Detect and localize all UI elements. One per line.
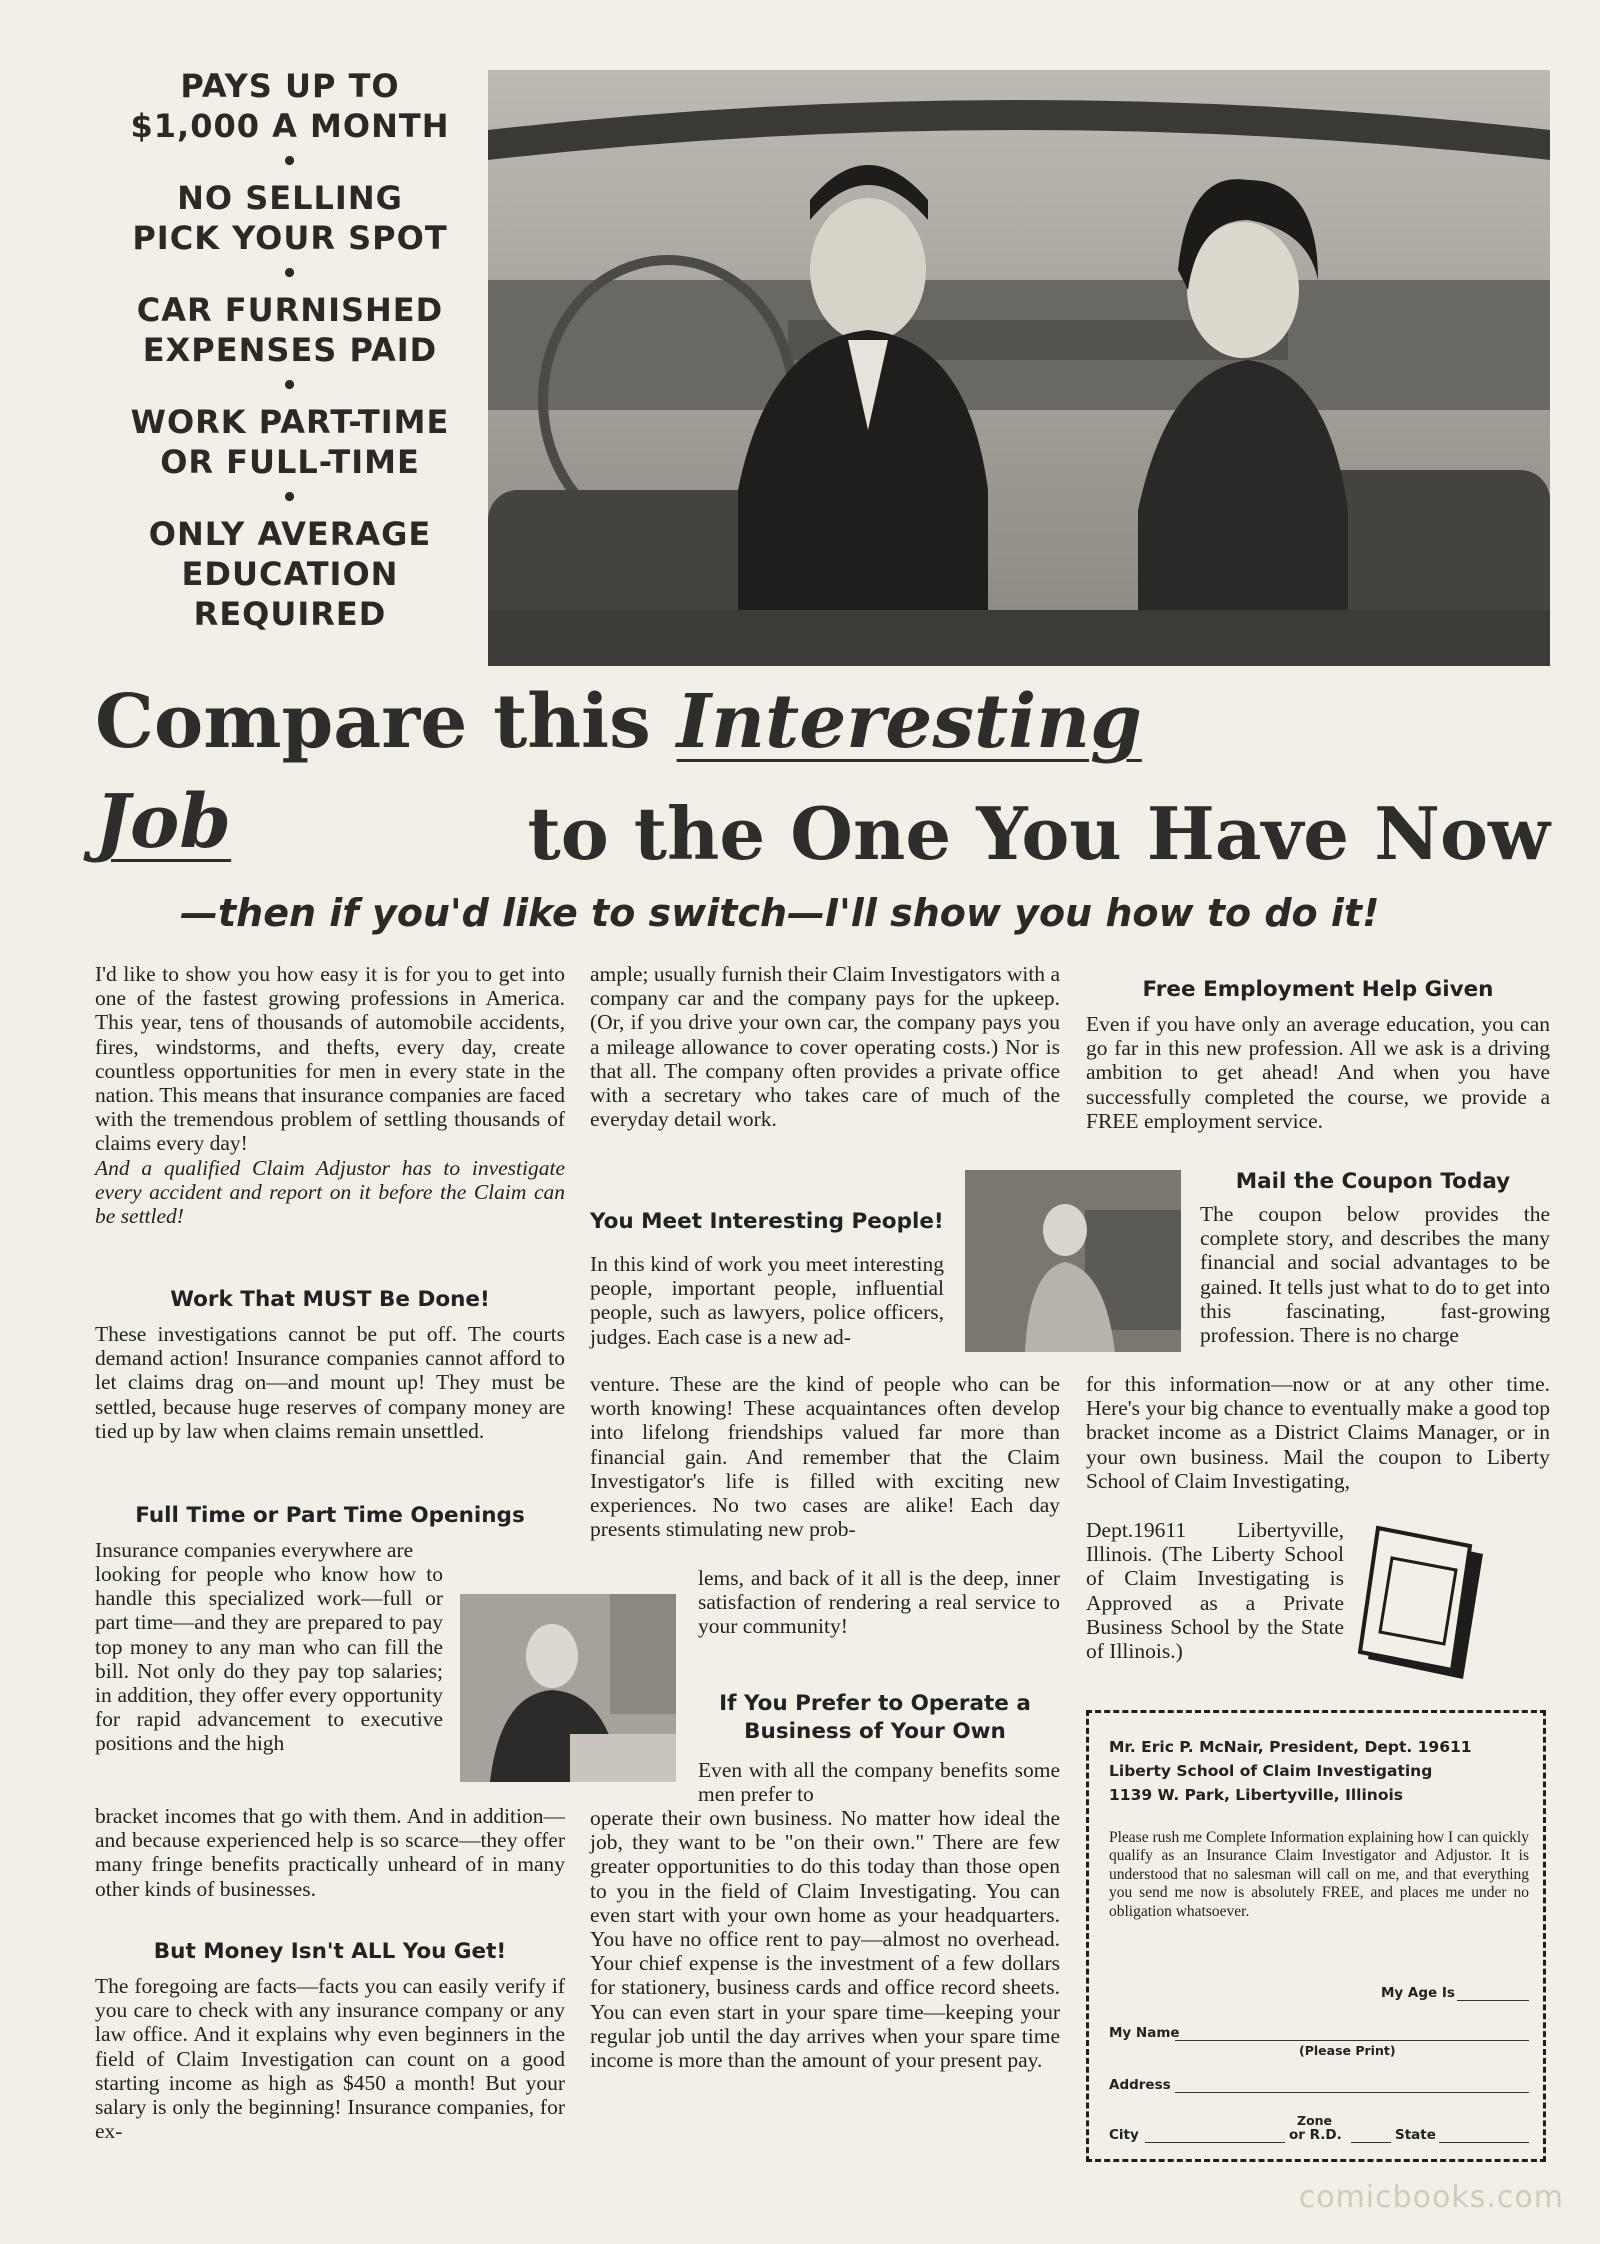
bullet-dot: • — [281, 371, 299, 401]
col3-paragraph-1: Even if you have only an average education, you can go far in this new profession. All we ask is a driving ambition to get ahead! And when you have successfully completed the course, we provide a FREE employment service. — [1086, 1012, 1550, 1133]
col1-paragraph-3b: looking for people who know how to handle this specialized work—full or part time—and they are prepared to pay top money to any man who can fill the bill. Not only do they pay top salaries; in addition, they offer every opportunity for rapid advancement to executive positions and the high — [95, 1562, 443, 1756]
please-print-label: (Please Print) — [1299, 2043, 1396, 2058]
booklet-illustration — [1358, 1524, 1488, 1684]
name-label: My Name — [1109, 2025, 1180, 2041]
point-car: CAR FURNISHED EXPENSES PAID — [136, 291, 444, 369]
state-label: State — [1395, 2127, 1436, 2143]
col1-paragraph-3c: bracket incomes that go with them. And in addition—and because experienced help is so scarce—they offer many fringe benefits practically unheard of in many other kinds of businesses. — [95, 1804, 565, 1901]
heading-own-business-2: Business of Your Own — [744, 1719, 1006, 1744]
headline-line-2: to the One You Have Now — [527, 791, 1550, 876]
headline-line-1: Compare this Interesting Job — [95, 679, 1142, 865]
col2-paragraph-2b: venture. These are the kind of people who can be worth knowing! These acquaintances often develop into lifelong friendships valued far more than financial gain. And remember that the Claim Investigator's life is filled with exciting new experiences. No two cases are alike! Each day presents stimulating new prob- — [590, 1372, 1060, 1542]
age-label: My Age Is — [1381, 1985, 1455, 2001]
col2-paragraph-2c: lems, and back of it all is the deep, inner satisfaction of rendering a real service to your community! — [698, 1566, 1060, 1639]
heading-money-not-all: But Money Isn't ALL You Get! — [153, 1939, 507, 1964]
bullet-dot: • — [281, 483, 299, 513]
selling-points — [100, 66, 480, 634]
col1-paragraph-2: These investigations cannot be put off. The courts demand action! Insurance companies cannot afford to let claims drag on—and mount up! They must be settled, because huge reserves of company money are tied up by law when claims remain unsettled. — [95, 1322, 565, 1443]
col3-paragraph-2b: for this information—now or at any other time. Here's your big chance to eventually make a good top bracket income as a District Claims Manager, or in your own business. Mail the coupon to Liberty School of Claim Investigating, — [1086, 1372, 1550, 1493]
col2-paragraph-1: ample; usually furnish their Claim Investigators with a company car and the company pays for the upkeep. (Or, if you drive your own car, the company pays you a mileage allowance to cover operating costs.) Nor is that all. The company often provides a private office with a secretary who takes care of much of the everyday detail work. — [590, 962, 1060, 1132]
heading-free-employment: Free Employment Help Given — [1142, 977, 1494, 1002]
woman-at-switchboard-photo — [965, 1170, 1181, 1352]
col1-paragraph-3a: Insurance companies everywhere are — [95, 1538, 414, 1562]
state-field[interactable] — [1439, 2142, 1529, 2143]
col2-paragraph-3b: operate their own business. No matter how ideal the job, they want to be "on their own." There are few greater opportunities to do this today than those open to you in the field of Claim Investigating. You can even start with your own home as your headquarters. You have no office rent to pay—almost no overhead. Your chief expense is the investment of a few dollars for stationery, business cards and office record sheets. You can even start in your spare time—keeping your regular job until the day arrives when your spare time income is more than the amount of your present pay. — [590, 1806, 1060, 2073]
headline-italic: Interesting Job — [95, 679, 1142, 865]
coupon-request-text: Please rush me Complete Information explaining how I can quickly qualify as an Insurance Claim Investigator and Adjustor. It is understood that no salesman will call on me, and that everything you send me now is absolutely FREE, and places me under no obligation whatsoever. — [1109, 1829, 1529, 1920]
point-no-selling: NO SELLING PICK YOUR SPOT — [132, 179, 448, 257]
businessman-desk-photo — [460, 1594, 676, 1782]
bullet-dot: • — [281, 259, 299, 289]
col3-paragraph-2a: The coupon below provides the complete story, and describes the many financial and social advantages to be gained. It tells just what to do to get into this fascinating, fast-growing profession. There is no charge — [1200, 1202, 1550, 1348]
zone-label: Zone — [1297, 2113, 1333, 2128]
col2-paragraph-2a: In this kind of work you meet interesting people, important people, influential people, such as lawyers, police officers, judges. Each case is a new ad- — [590, 1252, 944, 1349]
address-label: Address — [1109, 2077, 1171, 2093]
point-part-time: WORK PART-TIME OR FULL-TIME — [130, 403, 450, 481]
heading-own-business-1: If You Prefer to Operate a — [719, 1691, 1031, 1716]
order-coupon[interactable] — [1086, 1710, 1546, 2162]
heading-work-must-be-done: Work That MUST Be Done! — [170, 1287, 490, 1312]
couple-in-car-photo — [488, 70, 1550, 666]
col1-paragraph-1-italic: And a qualified Claim Adjustor has to investigate every accident and report on it before the Claim can be settled! — [95, 1156, 565, 1229]
rd-label: or R.D. — [1289, 2127, 1342, 2143]
age-field[interactable] — [1457, 2000, 1529, 2001]
bullet-dot: • — [281, 147, 299, 177]
zone-field[interactable] — [1351, 2142, 1391, 2143]
col1-paragraph-1: I'd like to show you how easy it is for you to get into one of the fastest growing professions in America. This year, tens of thousands of automobile accidents, fires, windstorms, and thefts, every day, create countless opportunities for men in every state in the nation. This means that insurance companies are faced with the tremendous problem of settling thousands of claims every day! — [95, 962, 565, 1156]
heading-full-part-time: Full Time or Part Time Openings — [135, 1503, 525, 1528]
point-education: ONLY AVERAGE EDUCATION REQUIRED — [148, 515, 432, 633]
heading-mail-coupon: Mail the Coupon Today — [1235, 1169, 1511, 1194]
subheadline: —then if you'd like to switch—I'll show you how to do it! — [180, 891, 1380, 935]
point-pay: PAYS UP TO $1,000 A MONTH — [130, 67, 450, 145]
city-label: City — [1109, 2127, 1139, 2143]
col1-paragraph-4: The foregoing are facts—facts you can easily verify if you care to check with any insurance company or any law office. And it explains why even beginners in the field of Claim Investigation can count on a good starting income as high as $450 a month! But your salary is only the beginning! Insurance companies, for ex- — [95, 1974, 565, 2144]
col2-paragraph-3a: Even with all the company benefits some men prefer to — [698, 1758, 1060, 1807]
name-field[interactable] — [1175, 2040, 1529, 2041]
coupon-address-block: Mr. Eric P. McNair, President, Dept. 19611 Liberty School of Claim Investigating 1139 W. Park, Libertyville, Illinois — [1109, 1738, 1472, 1804]
heading-interesting-people: You Meet Interesting People! — [590, 1209, 944, 1234]
col3-paragraph-2c: Dept.19611 Libertyville, Illinois. (The Liberty School of Claim Investigating is Approved as a Private Business School by the State of Illinois.) — [1086, 1518, 1344, 1664]
city-field[interactable] — [1145, 2142, 1285, 2143]
watermark: comicbooks.com — [1298, 2180, 1564, 2215]
address-field[interactable] — [1175, 2092, 1529, 2093]
